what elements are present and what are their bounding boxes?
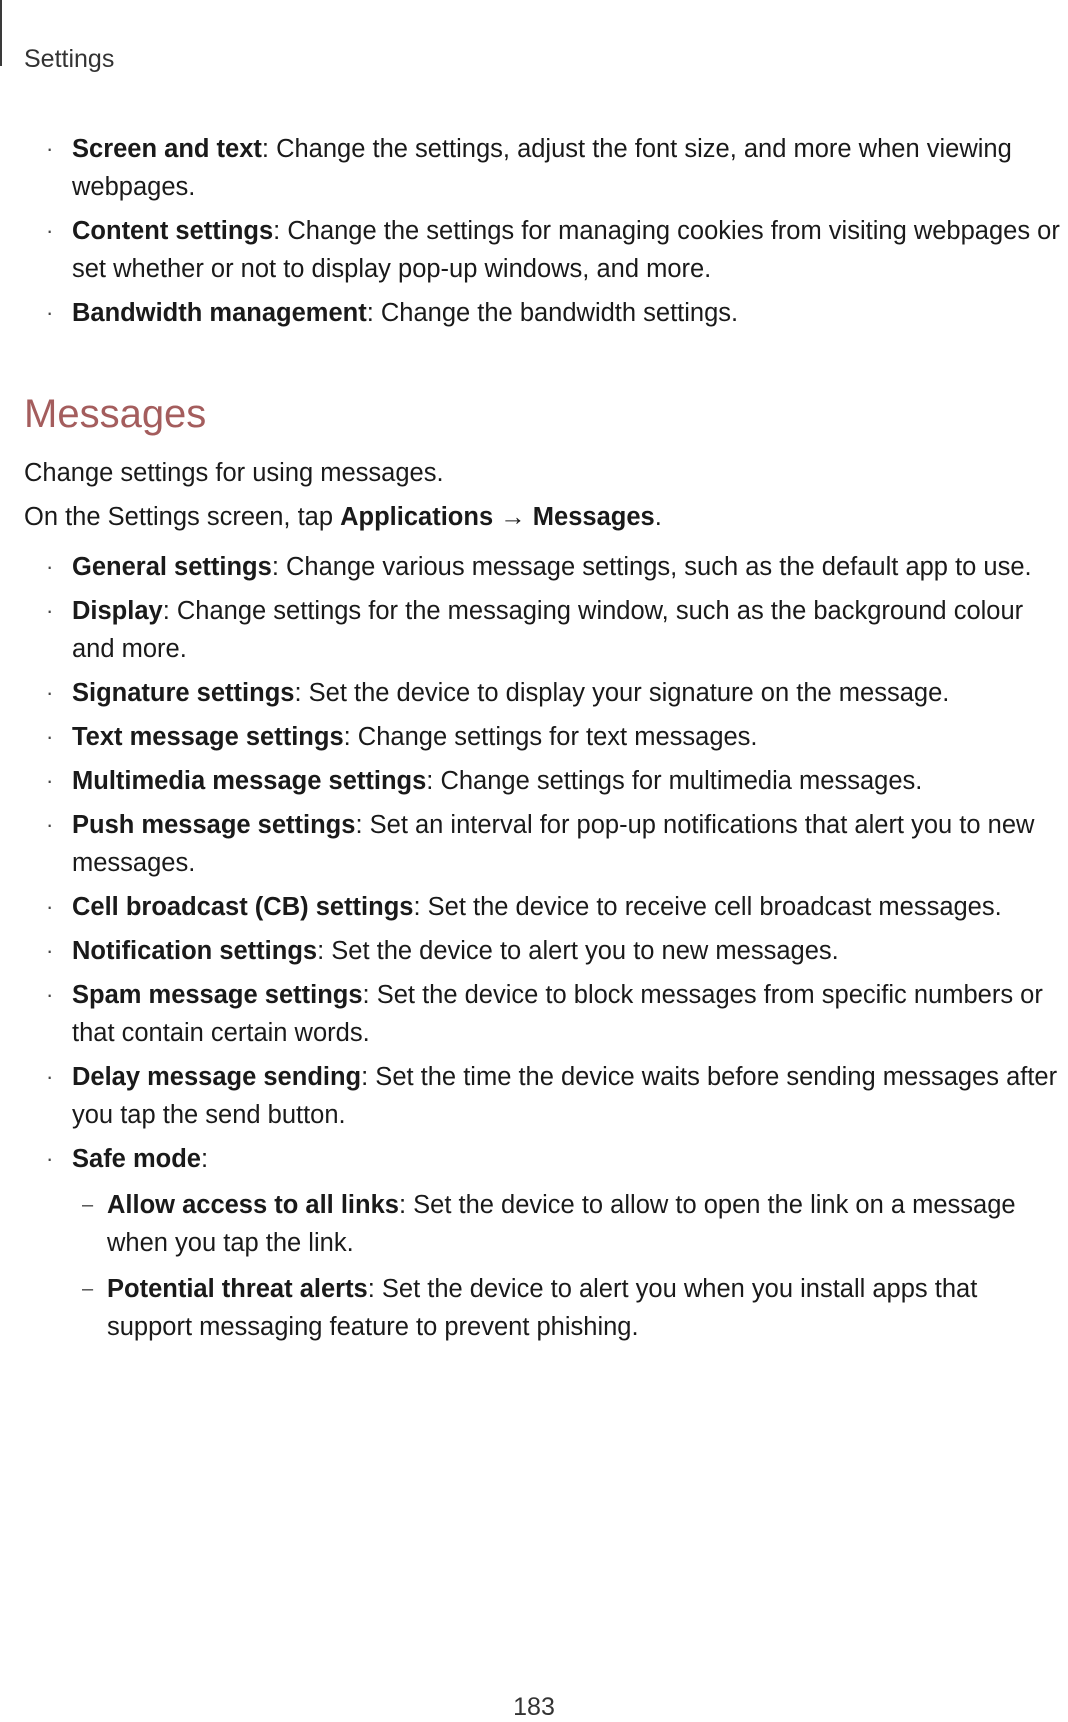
item-term: Notification settings xyxy=(72,937,318,965)
bullet-icon: · xyxy=(46,300,54,325)
item-text xyxy=(72,718,1068,756)
item-text xyxy=(72,674,1068,712)
sub-list-item xyxy=(0,1186,1068,1262)
navigation-path xyxy=(24,498,662,536)
item-term: Spam message settings xyxy=(72,981,363,1009)
item-desc: : Set the device to display your signature on the message. xyxy=(294,679,950,707)
header-rule xyxy=(0,0,2,66)
item-desc: : Set the time the device waits before sending messages after you tap the send button. xyxy=(72,1063,1058,1129)
item-text xyxy=(72,130,1068,206)
section-intro: Change settings for using messages. xyxy=(24,459,444,487)
item-text xyxy=(72,592,1068,668)
sub-item-term: Allow access to all links xyxy=(107,1191,399,1219)
sub-item-text xyxy=(107,1186,1065,1262)
list-item xyxy=(0,212,1068,288)
item-desc: : Change the bandwidth settings. xyxy=(366,299,739,327)
list-item xyxy=(0,976,1068,1052)
bullet-icon: · xyxy=(46,724,54,749)
list-item xyxy=(0,592,1068,668)
path-prefix: On the Settings screen, tap xyxy=(24,503,341,531)
item-term: Screen and text xyxy=(72,135,262,163)
bullet-icon: · xyxy=(46,218,54,243)
list-item xyxy=(0,294,1068,332)
bullet-icon: · xyxy=(46,894,54,919)
bullet-icon: · xyxy=(46,938,54,963)
item-term: Display xyxy=(72,597,163,625)
item-desc: : xyxy=(200,1145,209,1173)
dash-icon: – xyxy=(82,1278,94,1300)
list-item xyxy=(0,130,1068,206)
item-term: General settings xyxy=(72,553,272,581)
list-item xyxy=(0,806,1068,882)
bullet-icon: · xyxy=(46,136,54,161)
sub-item-desc: : Set the device to allow to open the link on a message when you tap the link. xyxy=(107,1191,1016,1257)
item-text xyxy=(72,548,1068,586)
item-text xyxy=(72,976,1068,1052)
list-item xyxy=(0,932,1068,970)
item-text xyxy=(72,806,1068,882)
section-title: Messages xyxy=(24,392,207,436)
item-desc: : Change settings for the messaging window, such as the background colour and more. xyxy=(72,597,1024,663)
item-term: Text message settings xyxy=(72,723,344,751)
bullet-icon: · xyxy=(46,768,54,793)
bullet-icon: · xyxy=(46,598,54,623)
item-desc: : Change the settings, adjust the font size, and more when viewing webpages. xyxy=(72,135,1012,201)
path-step-applications: Applications xyxy=(340,503,494,531)
bullet-icon: · xyxy=(46,812,54,837)
bullet-icon: · xyxy=(46,982,54,1007)
item-term: Content settings xyxy=(72,217,274,245)
messages-settings-list xyxy=(0,548,1068,1346)
sub-item-text xyxy=(107,1270,1065,1346)
item-desc: : Change settings for multimedia messages. xyxy=(426,767,923,795)
browser-settings-list xyxy=(0,130,1068,332)
dash-icon: – xyxy=(82,1194,94,1216)
item-term: Multimedia message settings xyxy=(72,767,427,795)
bullet-icon: · xyxy=(46,680,54,705)
list-item xyxy=(0,718,1068,756)
item-desc: : Change settings for text messages. xyxy=(343,723,758,751)
bullet-icon: · xyxy=(46,1146,54,1171)
item-text xyxy=(72,932,1068,970)
item-text xyxy=(72,1140,1068,1178)
path-step-messages: Messages xyxy=(532,503,655,531)
sub-list-item xyxy=(0,1270,1068,1346)
sub-item-desc: : Set the device to alert you when you install apps that support messaging feature to prevent phishing. xyxy=(107,1275,978,1341)
item-desc: : Change various message settings, such as the default app to use. xyxy=(271,553,1032,581)
item-text xyxy=(72,762,1068,800)
page-number: 183 xyxy=(513,1693,555,1721)
list-item xyxy=(0,888,1068,926)
item-term: Cell broadcast (CB) settings xyxy=(72,893,414,921)
item-term: Bandwidth management xyxy=(72,299,367,327)
item-desc: : Change the settings for managing cookies from visiting webpages or set whether or not to display pop-up windows, and more. xyxy=(72,217,1060,283)
path-suffix: . xyxy=(654,503,662,531)
item-desc: : Set the device to block messages from specific numbers or that contain certain words. xyxy=(72,981,1043,1047)
item-desc: : Set the device to alert you to new messages. xyxy=(317,937,839,965)
item-text xyxy=(72,1058,1068,1134)
item-term: Delay message sending xyxy=(72,1063,362,1091)
list-item xyxy=(0,762,1068,800)
item-text xyxy=(72,888,1068,926)
bullet-icon: · xyxy=(46,1064,54,1089)
sub-item-term: Potential threat alerts xyxy=(107,1275,368,1303)
item-desc: : Set the device to receive cell broadcast messages. xyxy=(413,893,1002,921)
list-item xyxy=(0,1058,1068,1134)
item-term: Safe mode xyxy=(72,1145,201,1173)
list-item xyxy=(0,548,1068,586)
bullet-icon: · xyxy=(46,554,54,579)
item-term: Push message settings xyxy=(72,811,356,839)
item-term: Signature settings xyxy=(72,679,295,707)
list-item xyxy=(0,674,1068,712)
path-arrow: → xyxy=(493,503,533,531)
item-text xyxy=(72,212,1068,288)
safe-mode-sub-list xyxy=(0,1186,1068,1346)
item-desc: : Set an interval for pop-up notifications that alert you to new messages. xyxy=(72,811,1035,877)
item-text xyxy=(72,294,1068,332)
list-item xyxy=(0,1140,1068,1178)
running-header: Settings xyxy=(24,45,115,73)
